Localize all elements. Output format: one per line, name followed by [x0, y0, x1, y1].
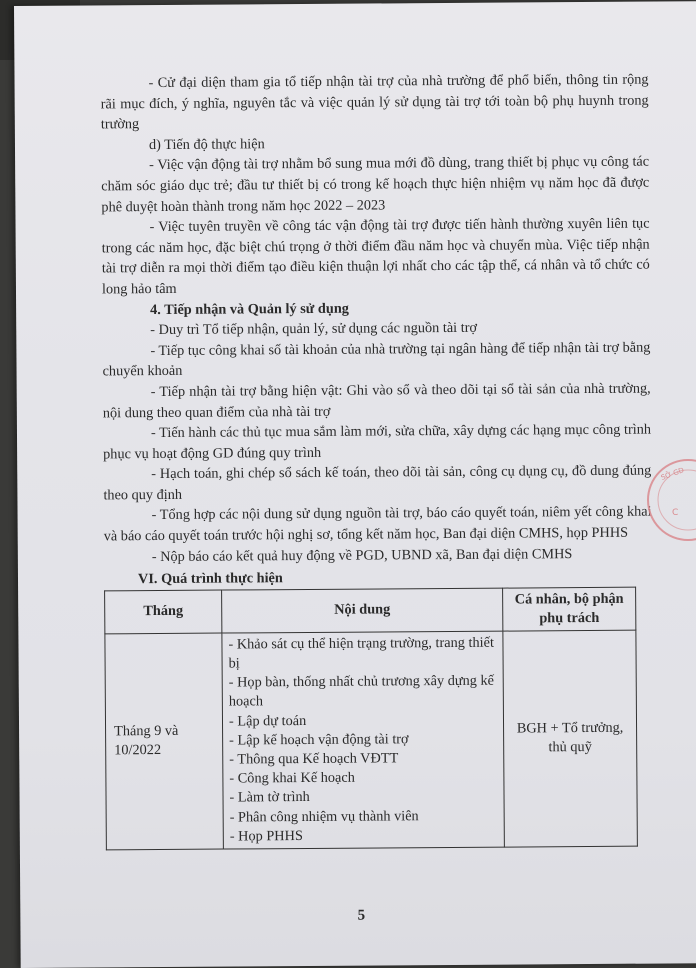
page-number: 5	[357, 907, 366, 924]
paragraph: - Tổng hợp các nội dung sử dụng nguồn tài trợ, báo cáo quyết toán, niêm yết công khai và báo cáo quyết toán trước hội nghị sơ, tổng kết năm học, Ban đại diện CMHS, họp PHHS	[103, 504, 652, 545]
content-item: - Họp bàn, thống nhất chủ trương xây dựng kế hoạch	[228, 672, 495, 710]
cell-month: Tháng 9 và 10/2022	[105, 633, 224, 850]
paragraph: - Nộp báo cáo kết quả huy động về PGD, UBND xã, Ban đại diện CMHS	[151, 545, 573, 565]
subheading-progress: d) Tiến độ thực hiện	[148, 136, 265, 153]
content-item: - Làm tờ trình	[229, 789, 310, 806]
document-page	[14, 1, 696, 968]
content-item: - Công khai Kế hoạch	[229, 769, 355, 787]
paragraph: - Tiếp nhận tài trợ bằng hiện vật: Ghi vào sổ và theo dõi tại sổ tài sản của nhà trường, nội dung theo quan điểm của nhà tài trợ	[102, 380, 651, 421]
paragraph: - Việc vận động tài trợ nhằm bổ sung mua mới đồ dùng, trang thiết bị phục vụ công tác chăm sóc giáo dục trẻ; đầu tư thiết bị có trong kế hoạch thực hiện nhiệm vụ năm học đã được phê duyệt hoàn thành trong năm học 2022 – 2023	[101, 153, 650, 215]
column-header-person: Cá nhân, bộ phận phụ trách	[503, 587, 636, 631]
table-header-row	[105, 587, 636, 634]
svg-text:C: C	[672, 508, 679, 518]
official-stamp	[636, 445, 696, 555]
cell-person: BGH + Tổ trưởng, thủ quỹ	[503, 630, 638, 847]
table-row	[105, 630, 637, 850]
column-header-content: Nội dung	[222, 588, 503, 633]
column-header-month: Tháng	[105, 590, 222, 634]
paragraph: - Việc tuyên truyền về công tác vận động tài trợ được tiến hành thường xuyên liên tục trong các năm học, đặc biệt chú trọng ở thời điểm đầu năm học và chuyển mùa. Việc tiếp nhận tài trợ diễn ra mọi thời điểm tạo điều kiện thuận lợi nhất cho các tập thể, cá nhân và tổ chức có long hảo tâm	[101, 215, 650, 298]
content-item: - Thông qua Kế hoạch VĐTT	[229, 750, 399, 768]
content-item: - Khảo sát cụ thể hiện trạng trường, trang thiết bị	[228, 634, 494, 672]
paragraph: - Tiến hành các thủ tục mua sắm làm mới, sửa chữa, xây dựng các hạng mục công trình phục vụ hoạt động GD đúng quy trình	[103, 421, 652, 463]
content-item: - Họp PHHS	[229, 827, 303, 845]
heading-receive-manage: 4. Tiếp nhận và Quản lý sử dụng	[150, 300, 349, 318]
svg-text:SỞ GD: SỞ GD	[659, 466, 686, 482]
paragraph: - Tiếp tục công khai số tài khoản của nhà trường tại ngân hàng để tiếp nhận tài trợ bằng chuyển khoản	[102, 339, 651, 380]
paragraph: - Hạch toán, ghi chép sổ sách kế toán, theo dõi tài sản, công cụ dụng cụ, đồ dung đúng theo quy định	[103, 462, 652, 504]
document-body	[100, 70, 653, 851]
paragraph: - Cử đại diện tham gia tổ tiếp nhận tài trợ của nhà trường để phổ biến, thông tin rộng rãi mục đích, ý nghĩa, nguyên tắc và việc quản lý sử dụng tài trợ tới toàn bộ phụ huynh trong trường	[100, 71, 649, 133]
schedule-table	[104, 587, 638, 851]
cell-content	[222, 631, 505, 849]
section-heading-process: VI. Quá trình thực hiện	[137, 570, 283, 588]
content-item: - Lập dự toán	[228, 712, 307, 730]
content-item: - Lập kế hoạch vận động tài trợ	[229, 731, 409, 749]
content-item: - Phân công nhiệm vụ thành viên	[229, 807, 419, 826]
paragraph: - Duy trì Tổ tiếp nhận, quản lý, sử dụng các nguồn tài trợ	[150, 319, 478, 339]
